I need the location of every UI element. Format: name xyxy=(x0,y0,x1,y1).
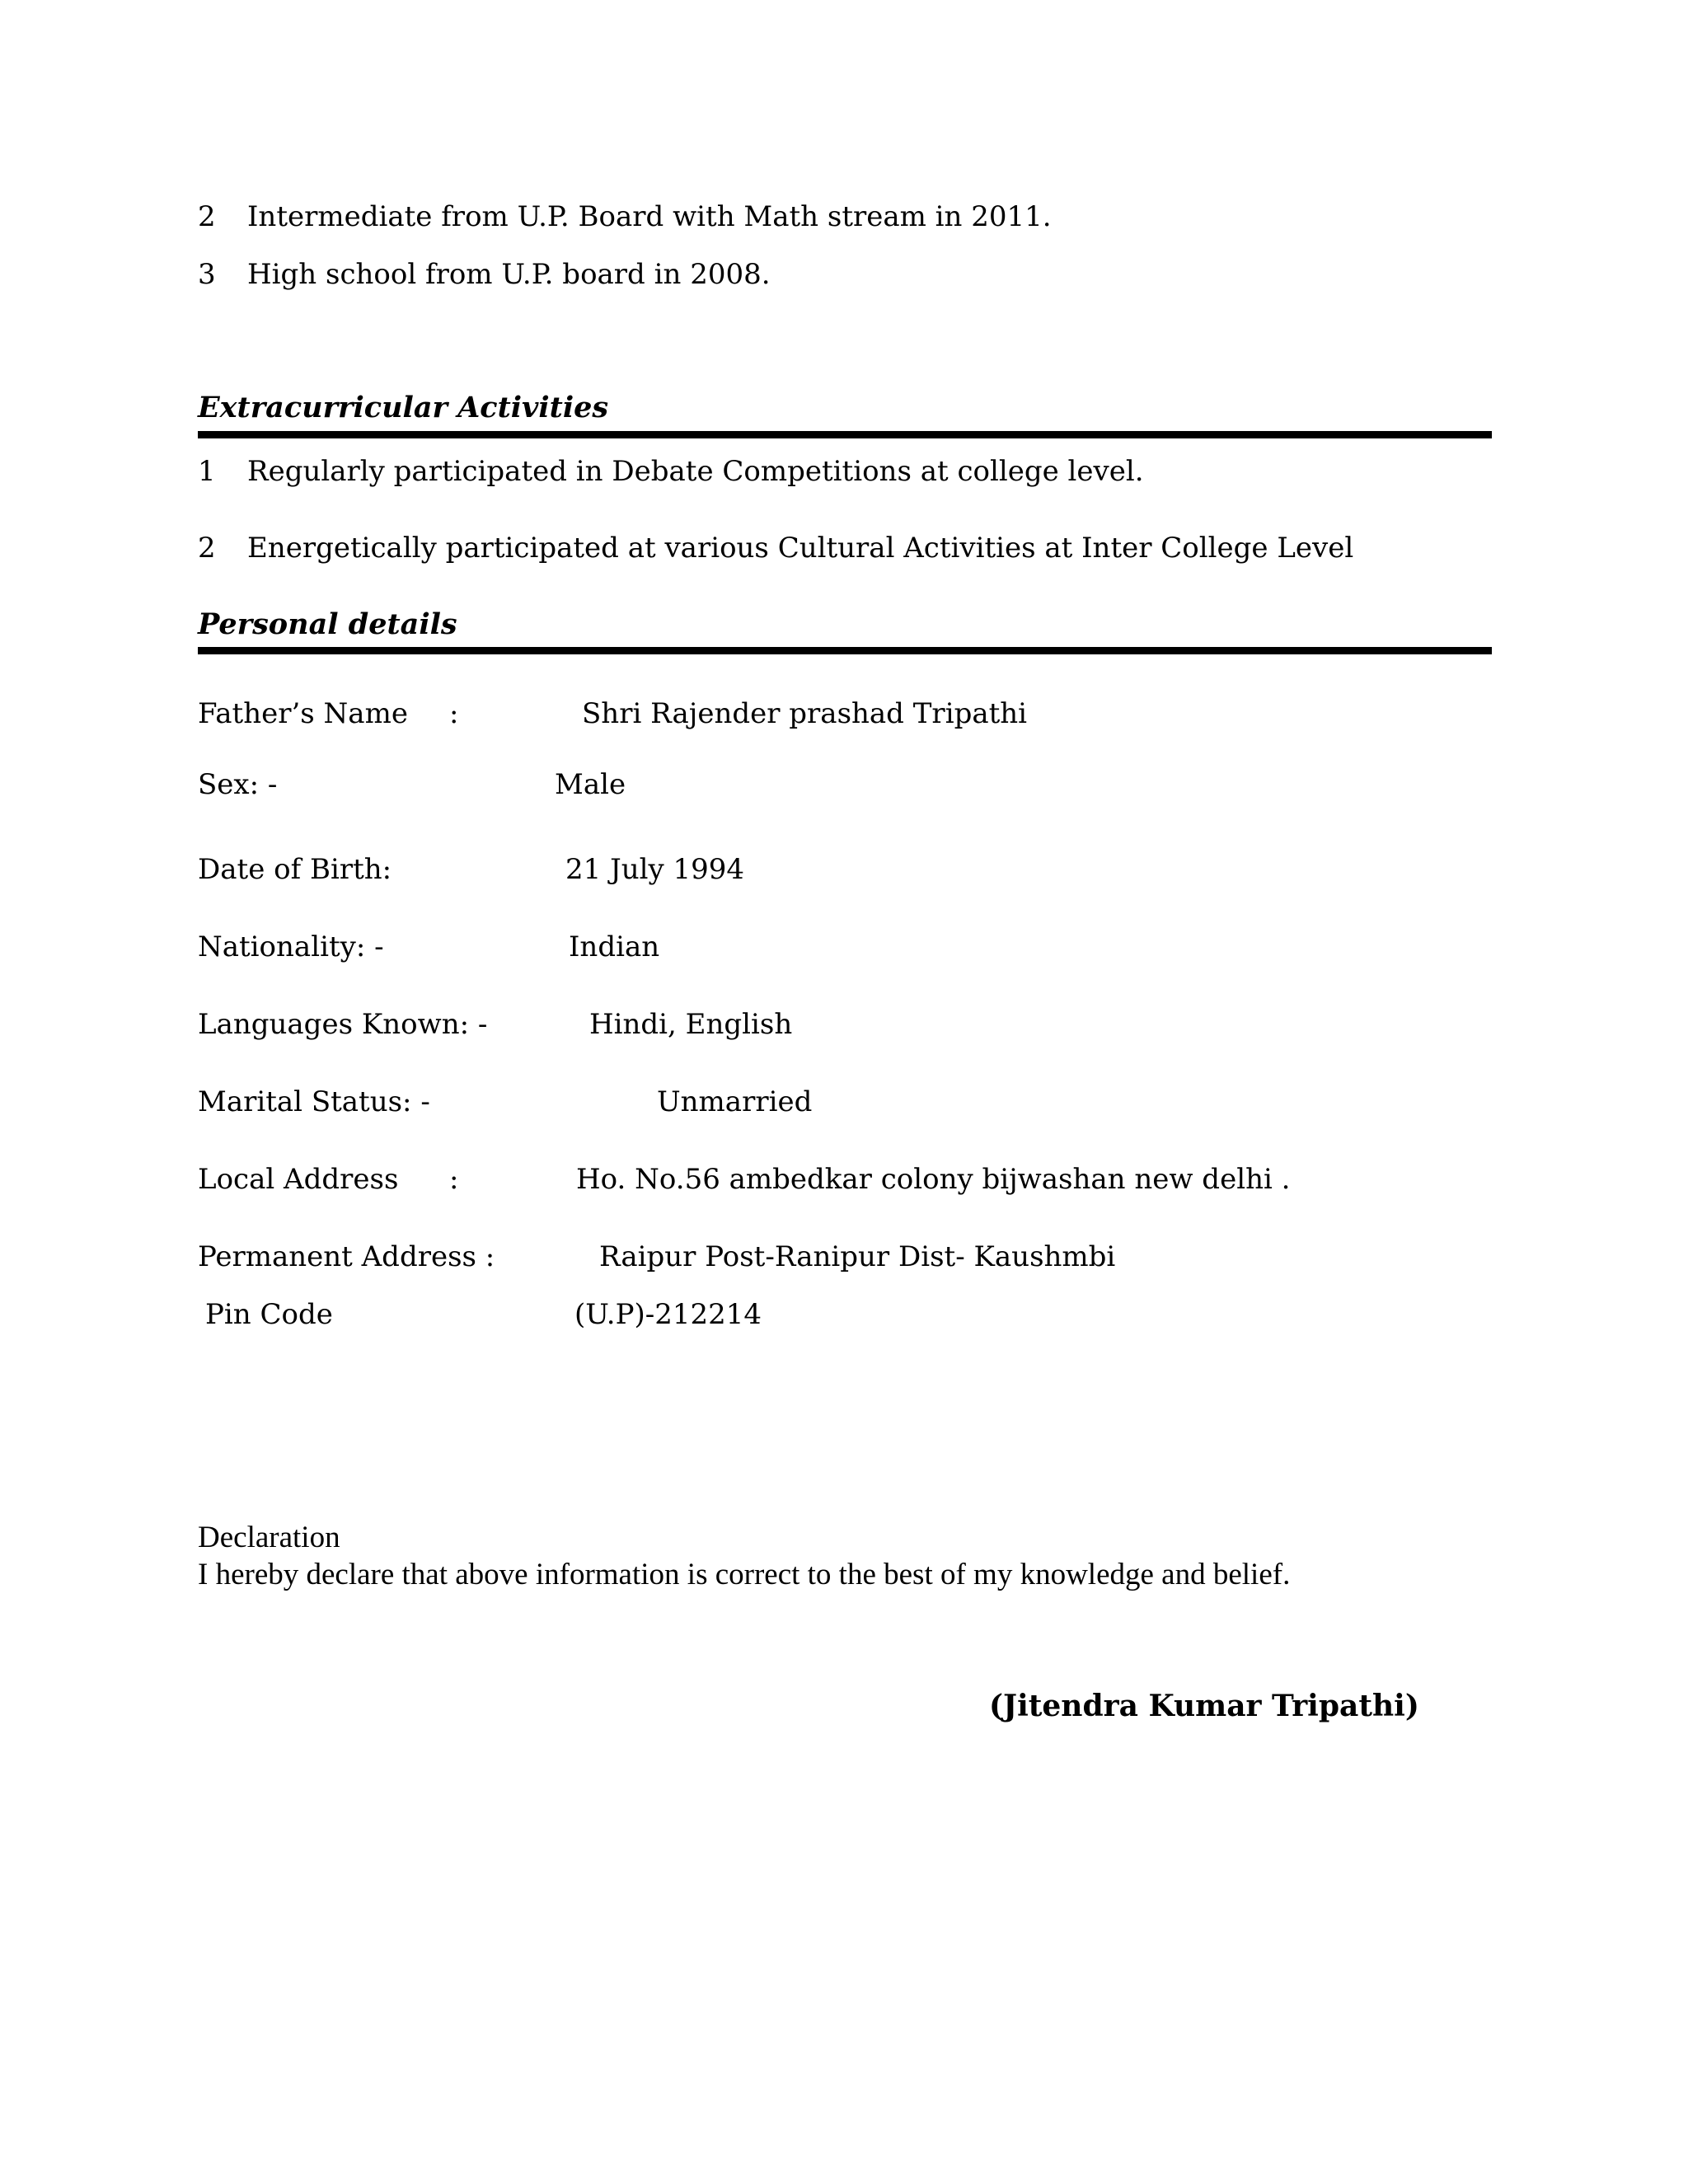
local-address-separator: : xyxy=(449,1163,459,1196)
personal-details-heading: Personal details xyxy=(198,607,457,641)
fathers-name-value: Shri Rajender prashad Tripathi xyxy=(582,697,1028,730)
local-address-label: Local Address xyxy=(198,1163,399,1196)
list-item-number: 3 xyxy=(198,258,216,291)
local-address-value: Ho. No.56 ambedkar colony bijwashan new delhi . xyxy=(576,1163,1291,1196)
list-item: Energetically participated at various Cultural Activities at Inter College Level xyxy=(247,532,1354,565)
pin-code-label: Pin Code xyxy=(205,1298,333,1331)
sex-value: Male xyxy=(555,768,626,801)
list-item-number: 2 xyxy=(198,532,216,565)
declaration-title: Declaration xyxy=(198,1521,340,1554)
dob-label: Date of Birth: xyxy=(198,853,392,886)
list-item: Intermediate from U.P. Board with Math stream in 2011. xyxy=(247,200,1052,233)
nationality-label: Nationality: - xyxy=(198,930,384,963)
marital-status-label: Marital Status: - xyxy=(198,1085,430,1118)
list-item: High school from U.P. board in 2008. xyxy=(247,258,771,291)
permanent-address-value: Raipur Post-Ranipur Dist- Kaushmbi xyxy=(599,1240,1116,1273)
list-item-number: 1 xyxy=(198,455,216,488)
fathers-name-label: Father’s Name xyxy=(198,697,408,730)
extracurricular-heading: Extracurricular Activities xyxy=(198,391,609,424)
list-item-number: 2 xyxy=(198,200,216,233)
fathers-name-separator: : xyxy=(449,697,459,730)
declaration-text: I hereby declare that above information is correct to the best of my knowledge and belief. xyxy=(198,1558,1291,1591)
permanent-address-label: Permanent Address : xyxy=(198,1240,495,1273)
signature-name: (Jitendra Kumar Tripathi) xyxy=(989,1689,1419,1723)
section-divider xyxy=(198,431,1492,438)
pin-code-value: (U.P)-212214 xyxy=(574,1298,762,1331)
sex-label: Sex: - xyxy=(198,768,278,801)
languages-label: Languages Known: - xyxy=(198,1008,488,1041)
marital-status-value: Unmarried xyxy=(657,1085,813,1118)
section-divider xyxy=(198,647,1492,654)
languages-value: Hindi, English xyxy=(589,1008,793,1041)
list-item: Regularly participated in Debate Competitions at college level. xyxy=(247,455,1144,488)
nationality-value: Indian xyxy=(569,930,660,963)
dob-value: 21 July 1994 xyxy=(565,853,745,886)
